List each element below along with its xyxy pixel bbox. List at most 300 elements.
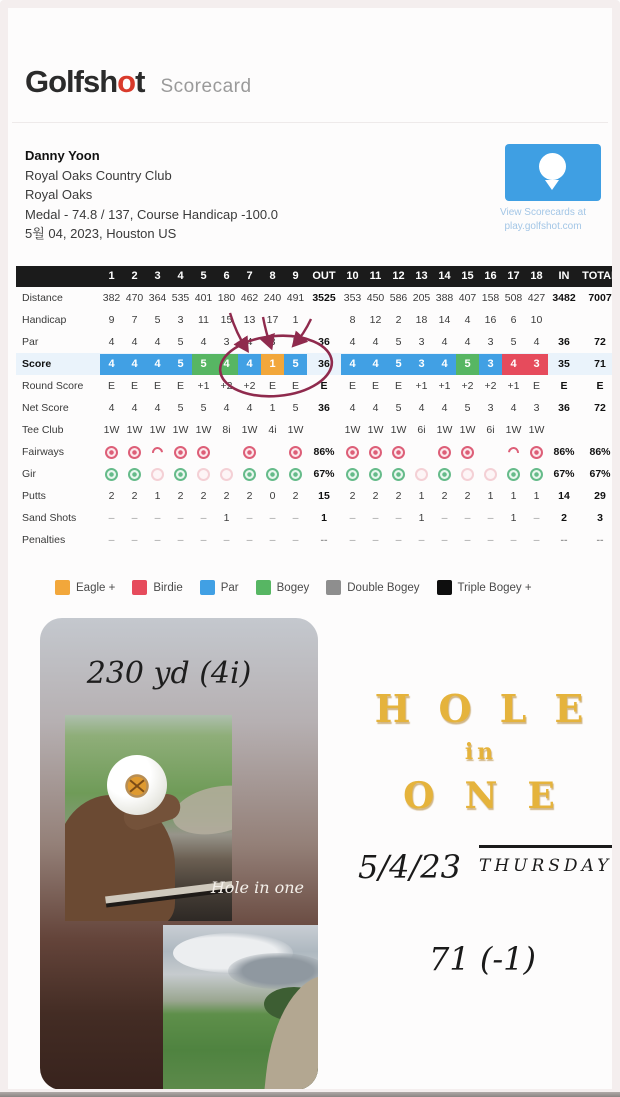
- legend-item: [437, 580, 532, 595]
- table-cell: 14: [438, 314, 451, 326]
- table-cell: [479, 441, 502, 463]
- player-info: [25, 146, 278, 244]
- scorecard-subtitle: Scorecard: [160, 76, 252, 97]
- table-cell: 1W: [528, 424, 545, 436]
- table-cell: 1W: [126, 424, 143, 436]
- score-chip: 4: [215, 354, 238, 375]
- gir-miss-icon: [461, 468, 474, 481]
- table-cell: 353: [343, 292, 362, 304]
- header-divider: [12, 122, 608, 123]
- table-cell: [192, 463, 215, 485]
- table-cell: 5: [292, 402, 299, 414]
- table-cell: 6: [510, 314, 517, 326]
- gir-hit-icon: [507, 468, 520, 481]
- ball-logo-icon: [124, 773, 150, 799]
- table-cell: [169, 441, 192, 463]
- table-cell: [100, 463, 123, 485]
- table-cell: 8i: [222, 424, 231, 436]
- table-cell: 388: [435, 292, 454, 304]
- column-header: 16: [479, 266, 502, 287]
- table-cell: 4: [464, 314, 471, 326]
- table-cell: –: [108, 512, 115, 524]
- table-cell: 2: [223, 490, 230, 502]
- table-cell: [364, 463, 387, 485]
- table-cell: 4: [154, 402, 161, 414]
- table-cell: 1W: [149, 424, 166, 436]
- table-cell: –: [349, 534, 356, 546]
- table-cell: 364: [148, 292, 167, 304]
- table-cell: 6i: [417, 424, 426, 436]
- table-cell: 0: [269, 490, 276, 502]
- table-cell: 1W: [172, 424, 189, 436]
- table-cell: 1: [321, 512, 327, 524]
- score-chip: 4: [146, 354, 169, 375]
- row-label: Par: [22, 336, 39, 348]
- score-chip: 3: [525, 354, 548, 375]
- table-cell: [525, 463, 548, 485]
- table-cell: 3: [223, 336, 230, 348]
- score-chip: 4: [502, 354, 525, 375]
- table-cell: 35: [548, 353, 580, 375]
- table-cell: –: [108, 534, 115, 546]
- table-cell: 4: [223, 402, 230, 414]
- table-cell: 2: [464, 490, 471, 502]
- view-scorecards-link[interactable]: [478, 206, 608, 234]
- column-header: 17: [502, 266, 525, 287]
- table-cell: [284, 463, 307, 485]
- legend-item: [200, 580, 239, 595]
- table-cell: 67%: [589, 468, 611, 480]
- table-cell: –: [510, 534, 517, 546]
- table-cell: –: [131, 512, 138, 524]
- fairway-hit-icon: [128, 446, 141, 459]
- table-cell: 86%: [589, 446, 611, 458]
- table-cell: [410, 441, 433, 463]
- table-cell: E: [176, 380, 184, 392]
- fairway-hit-icon: [461, 446, 474, 459]
- column-header: 10: [341, 266, 364, 287]
- row-label: Putts: [22, 490, 46, 502]
- table-cell: –: [395, 512, 402, 524]
- column-header: 5: [192, 266, 215, 287]
- table-cell: –: [292, 534, 299, 546]
- table-cell: 14: [558, 490, 570, 502]
- table-cell: –: [177, 512, 184, 524]
- table-cell: 4: [533, 336, 540, 348]
- table-corner: [16, 266, 100, 287]
- table-cell: E: [348, 380, 356, 392]
- course-photo: [163, 925, 318, 1090]
- score-chip: 1: [261, 354, 284, 375]
- hole-in-one-title: [345, 686, 613, 817]
- table-cell: 67%: [313, 468, 335, 480]
- table-cell: 3: [533, 402, 540, 414]
- legend-item: [256, 580, 310, 595]
- score-chip: 5: [169, 354, 192, 375]
- table-cell: 18: [415, 314, 428, 326]
- table-cell: 1W: [390, 424, 407, 436]
- table-cell: [146, 463, 169, 485]
- table-cell: [146, 441, 169, 463]
- gir-hit-icon: [174, 468, 187, 481]
- gir-hit-icon: [266, 468, 279, 481]
- table-cell: [192, 353, 215, 375]
- table-cell: –: [131, 534, 138, 546]
- table-cell: [146, 353, 169, 375]
- title-in: in: [464, 739, 498, 765]
- table-cell: 4: [131, 402, 138, 414]
- table-cell: –: [200, 512, 207, 524]
- table-cell: 4: [108, 336, 115, 348]
- table-cell: E: [596, 380, 604, 392]
- table-cell: [238, 441, 261, 463]
- table-cell: 1W: [195, 424, 212, 436]
- table-cell: 2: [108, 490, 115, 502]
- table-cell: [169, 353, 192, 375]
- row-label: Distance: [22, 292, 63, 304]
- table-cell: 4: [131, 336, 138, 348]
- badge-line2: play.golfshot.com: [504, 221, 582, 232]
- table-cell: –: [177, 534, 184, 546]
- table-cell: 10: [530, 314, 543, 326]
- table-cell: 8: [349, 314, 356, 326]
- table-cell: 1: [418, 512, 425, 524]
- table-cell: 5: [510, 336, 517, 348]
- table-cell: [123, 353, 146, 375]
- table-cell: 2: [200, 490, 207, 502]
- logo-text-end: t: [135, 64, 145, 99]
- table-cell: E: [268, 380, 276, 392]
- table-cell: 4: [510, 402, 517, 414]
- table-cell: [169, 463, 192, 485]
- table-cell: 36: [318, 402, 330, 414]
- table-cell: –: [533, 534, 540, 546]
- table-cell: E: [320, 380, 328, 392]
- table-cell: 1W: [241, 424, 258, 436]
- legend-swatch: [55, 580, 70, 595]
- legend-item: [55, 580, 115, 595]
- table-cell: 5: [395, 402, 402, 414]
- table-cell: 2: [349, 490, 356, 502]
- table-cell: –: [223, 534, 230, 546]
- table-cell: 86%: [313, 446, 335, 458]
- column-header: 7: [238, 266, 261, 287]
- table-cell: [387, 353, 410, 375]
- row-label: Tee Club: [22, 424, 64, 436]
- legend-label: Eagle +: [76, 581, 116, 594]
- table-cell: [580, 309, 620, 331]
- table-cell: –: [349, 512, 356, 524]
- table-cell: 382: [102, 292, 121, 304]
- column-header: 1: [100, 266, 123, 287]
- row-label: Round Score: [22, 380, 84, 392]
- logo-ball-o: o: [117, 64, 136, 99]
- table-cell: –: [269, 534, 276, 546]
- table-cell: 2: [131, 490, 138, 502]
- table-cell: 15: [220, 314, 233, 326]
- table-cell: [341, 463, 364, 485]
- table-cell: 1: [487, 490, 494, 502]
- table-cell: [410, 463, 433, 485]
- table-cell: 2: [372, 490, 379, 502]
- row-label: Handicap: [22, 314, 67, 326]
- table-cell: –: [372, 512, 379, 524]
- table-cell: –: [246, 512, 253, 524]
- fairway-hit-icon: [105, 446, 118, 459]
- table-cell: [580, 419, 620, 441]
- legend-label: Bogey: [276, 581, 310, 594]
- title-one: ONE: [403, 775, 585, 817]
- table-cell: E: [394, 380, 402, 392]
- table-cell: 3482: [552, 292, 576, 304]
- score-chip: 4: [433, 354, 456, 375]
- table-cell: [525, 353, 548, 375]
- table-cell: [456, 441, 479, 463]
- table-cell: [433, 353, 456, 375]
- score-chip: 5: [456, 354, 479, 375]
- table-cell: 1: [510, 512, 517, 524]
- table-cell: 5: [395, 336, 402, 348]
- golfshot-app-badge[interactable]: [505, 144, 601, 201]
- table-cell: –: [464, 534, 471, 546]
- table-cell: 3: [418, 336, 425, 348]
- table-cell: 3: [177, 314, 184, 326]
- gir-miss-icon: [220, 468, 233, 481]
- fairway-miss-icon: [506, 444, 521, 459]
- table-cell: +2: [484, 380, 497, 392]
- table-cell: 407: [458, 292, 477, 304]
- table-cell: 1W: [367, 424, 384, 436]
- table-cell: 72: [594, 336, 606, 348]
- gir-miss-icon: [197, 468, 210, 481]
- table-cell: –: [154, 512, 161, 524]
- logo-text: Golfsh: [25, 64, 118, 99]
- table-cell: +2: [243, 380, 256, 392]
- table-cell: [238, 463, 261, 485]
- table-cell: –: [464, 512, 471, 524]
- table-cell: [307, 419, 341, 441]
- table-cell: 29: [594, 490, 606, 502]
- column-header: 18: [525, 266, 548, 287]
- table-cell: 11: [198, 314, 209, 326]
- gir-hit-icon: [128, 468, 141, 481]
- table-cell: 6i: [486, 424, 495, 436]
- table-cell: 36: [318, 336, 330, 348]
- table-cell: [502, 441, 525, 463]
- table-cell: 1W: [505, 424, 522, 436]
- column-header: 14: [433, 266, 456, 287]
- table-cell: –: [533, 512, 540, 524]
- table-cell: [548, 419, 580, 441]
- table-cell: –: [487, 534, 494, 546]
- table-cell: 5: [177, 336, 184, 348]
- table-cell: +1: [438, 380, 451, 392]
- table-cell: 4: [108, 402, 115, 414]
- table-cell: 1: [223, 512, 230, 524]
- column-header: OUT: [307, 266, 341, 287]
- table-cell: 4: [246, 402, 253, 414]
- table-cell: 4: [372, 402, 379, 414]
- table-cell: [215, 353, 238, 375]
- table-cell: 462: [240, 292, 259, 304]
- score-chip: 4: [238, 354, 261, 375]
- table-cell: [502, 353, 525, 375]
- table-cell: 1W: [459, 424, 476, 436]
- gir-hit-icon: [346, 468, 359, 481]
- golf-ball-closeup: [107, 755, 167, 815]
- table-cell: 67%: [553, 468, 575, 480]
- table-cell: E: [153, 380, 161, 392]
- table-cell: –: [200, 534, 207, 546]
- table-cell: 72: [594, 402, 606, 414]
- score-chip: 4: [341, 354, 364, 375]
- fairway-hit-icon: [346, 446, 359, 459]
- table-cell: [410, 353, 433, 375]
- table-cell: 16: [484, 314, 497, 326]
- table-cell: [364, 441, 387, 463]
- fairway-hit-icon: [530, 446, 543, 459]
- table-cell: 4: [349, 402, 356, 414]
- table-cell: 4: [372, 336, 379, 348]
- table-cell: –: [372, 534, 379, 546]
- column-header: 11: [364, 266, 387, 287]
- table-cell: +1: [197, 380, 210, 392]
- table-cell: 1: [533, 490, 540, 502]
- table-cell: --: [596, 534, 604, 546]
- legend-label: Triple Bogey +: [457, 581, 532, 594]
- golf-tee-icon: [545, 180, 559, 190]
- fairway-hit-icon: [174, 446, 187, 459]
- table-cell: 1: [510, 490, 517, 502]
- table-cell: –: [269, 512, 276, 524]
- table-cell: 1: [292, 314, 299, 326]
- screenshot-bottom-edge: [0, 1092, 620, 1097]
- score-chip: 5: [284, 354, 307, 375]
- table-cell: [502, 463, 525, 485]
- table-cell: [387, 441, 410, 463]
- table-cell: [341, 441, 364, 463]
- table-cell: [284, 441, 307, 463]
- table-cell: 491: [286, 292, 305, 304]
- table-cell: +2: [220, 380, 233, 392]
- row-label: Penalties: [22, 534, 66, 546]
- table-cell: 5: [464, 402, 471, 414]
- table-cell: [261, 353, 284, 375]
- gir-hit-icon: [530, 468, 543, 481]
- table-cell: –: [246, 534, 253, 546]
- gir-hit-icon: [438, 468, 451, 481]
- gir-hit-icon: [369, 468, 382, 481]
- table-cell: 1W: [103, 424, 120, 436]
- fairway-hit-icon: [243, 446, 256, 459]
- table-cell: 9: [108, 314, 115, 326]
- table-cell: E: [130, 380, 138, 392]
- gir-miss-icon: [415, 468, 428, 481]
- title-hole: HOLE: [374, 686, 612, 731]
- column-header: 8: [261, 266, 284, 287]
- table-cell: –: [418, 534, 425, 546]
- table-cell: 4: [464, 336, 471, 348]
- table-cell: 2: [561, 512, 567, 524]
- legend-swatch: [132, 580, 147, 595]
- gir-miss-icon: [484, 468, 497, 481]
- column-header: 2: [123, 266, 146, 287]
- table-cell: 450: [366, 292, 385, 304]
- table-cell: –: [395, 534, 402, 546]
- date-divider-line: [463, 846, 478, 896]
- story-photo-card: [40, 618, 318, 1090]
- table-cell: 4i: [268, 424, 277, 436]
- table-cell: [261, 463, 284, 485]
- table-cell: 1: [269, 402, 276, 414]
- table-cell: 2: [441, 490, 448, 502]
- table-cell: 1W: [436, 424, 453, 436]
- table-cell: [548, 309, 580, 331]
- table-cell: [192, 441, 215, 463]
- player-name: Danny Yoon: [25, 148, 100, 163]
- table-cell: E: [107, 380, 115, 392]
- golf-ball-icon: [539, 153, 566, 180]
- table-cell: 36: [307, 353, 341, 375]
- score-chip: 5: [387, 354, 410, 375]
- legend-swatch: [256, 580, 271, 595]
- table-cell: [479, 353, 502, 375]
- table-cell: 158: [481, 292, 500, 304]
- final-score: 71 (-1): [428, 940, 537, 978]
- fairway-hit-icon: [369, 446, 382, 459]
- table-cell: –: [441, 512, 448, 524]
- table-cell: 240: [263, 292, 282, 304]
- legend-label: Par: [220, 581, 239, 594]
- table-cell: [433, 463, 456, 485]
- gir-hit-icon: [105, 468, 118, 481]
- table-cell: 2: [177, 490, 184, 502]
- round-info: Medal - 74.8 / 137, Course Handicap -100.0: [25, 206, 278, 222]
- hole-in-one-caption: Hole in one: [210, 878, 304, 897]
- row-label: Fairways: [22, 446, 65, 458]
- table-cell: 5: [200, 402, 207, 414]
- score-chip: 4: [123, 354, 146, 375]
- table-cell: [238, 353, 261, 375]
- table-cell: [364, 353, 387, 375]
- legend-item: [132, 580, 182, 595]
- table-cell: [456, 353, 479, 375]
- weekday-text: THURSDAY: [479, 845, 612, 876]
- table-cell: 535: [171, 292, 190, 304]
- row-label: Sand Shots: [22, 512, 77, 524]
- table-cell: E: [371, 380, 379, 392]
- table-cell: +1: [415, 380, 428, 392]
- table-cell: 3: [269, 336, 276, 348]
- table-cell: 17: [266, 314, 279, 326]
- score-chip: 3: [479, 354, 502, 375]
- table-cell: [456, 463, 479, 485]
- table-cell: 3: [487, 336, 494, 348]
- table-cell: 36: [558, 336, 570, 348]
- table-cell: 470: [125, 292, 144, 304]
- table-cell: 401: [194, 292, 213, 304]
- table-cell: 4: [246, 336, 253, 348]
- table-cell: 2: [395, 490, 402, 502]
- badge-line1: View Scorecards at: [500, 207, 586, 218]
- table-cell: 180: [217, 292, 236, 304]
- table-cell: 71: [580, 353, 620, 375]
- legend-item: [326, 580, 419, 595]
- table-cell: [433, 441, 456, 463]
- gir-hit-icon: [289, 468, 302, 481]
- table-cell: [215, 441, 238, 463]
- date-block: [358, 845, 612, 897]
